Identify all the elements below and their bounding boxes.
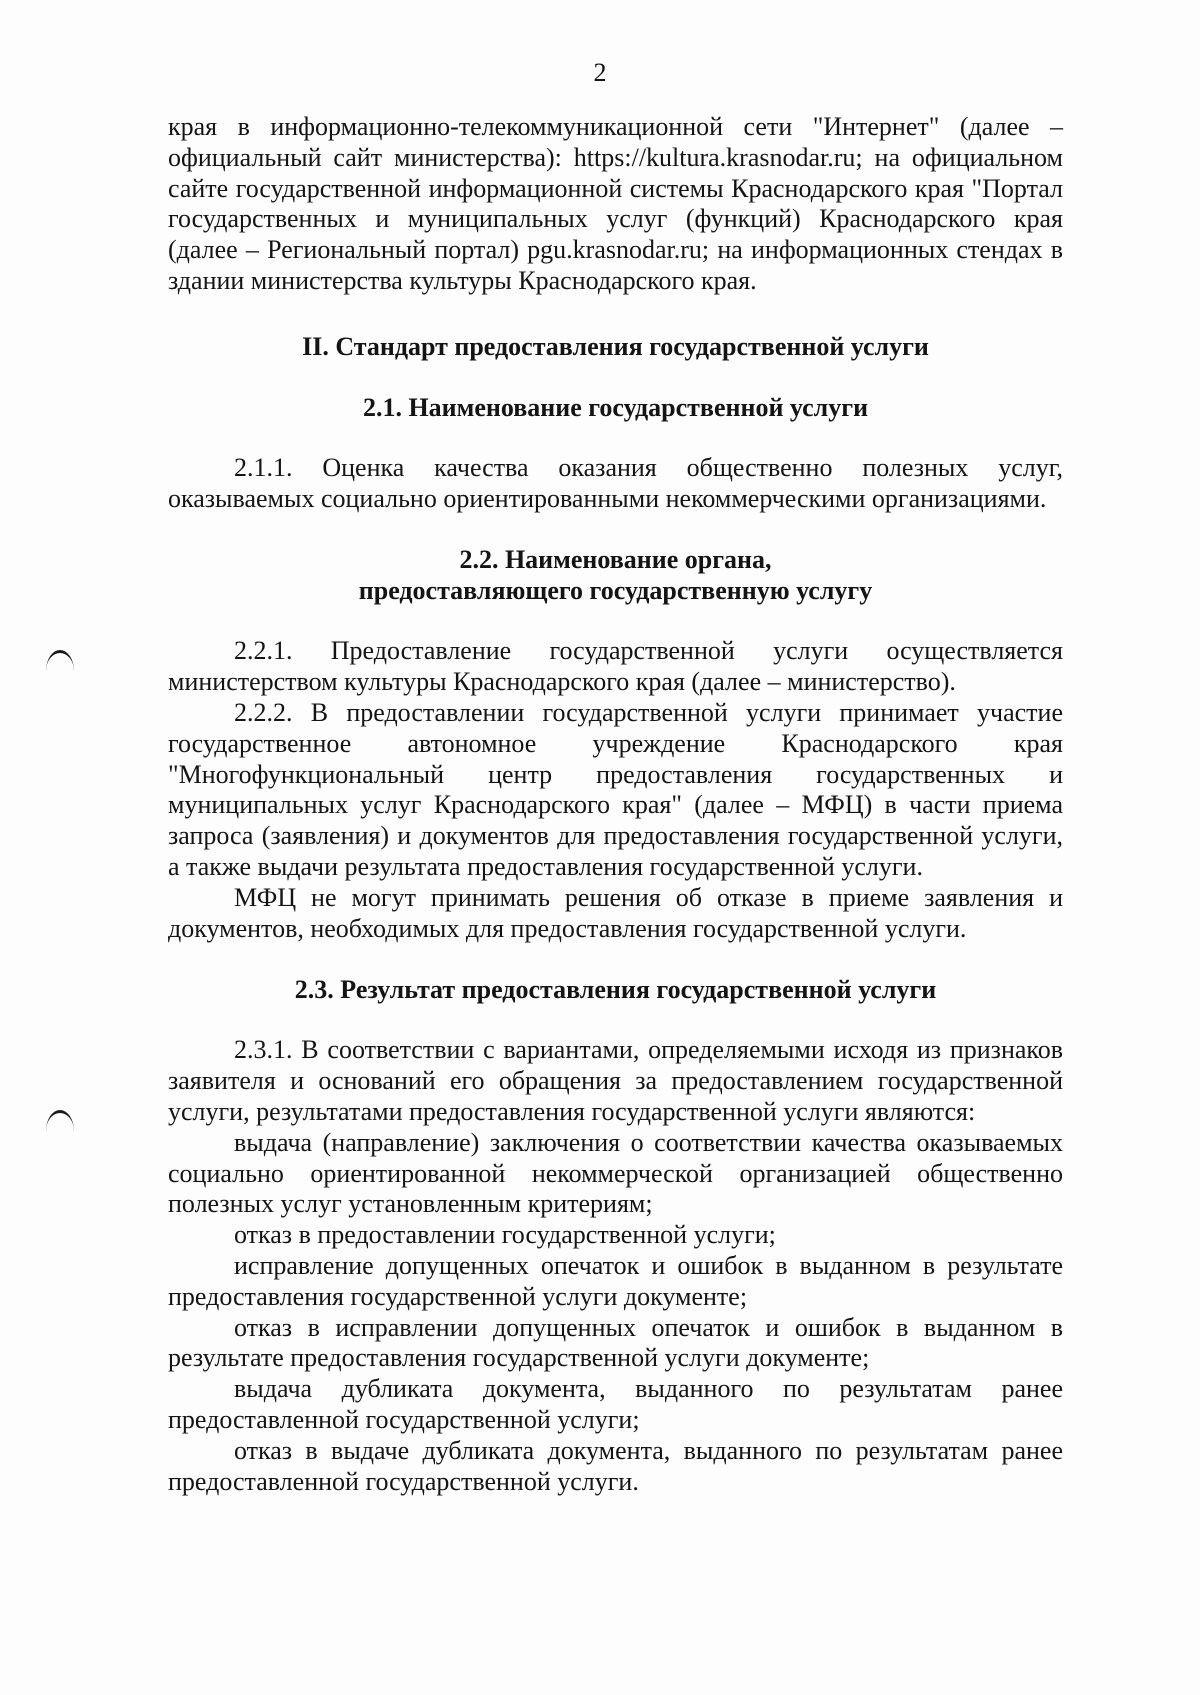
subsection-title-2-2: 2.2. Наименование органа, предоставляющего государственную услугу (358, 545, 873, 606)
binding-hole-mark (46, 650, 74, 671)
subsection-title-2-3: 2.3. Результат предоставления государственной услуги (294, 975, 937, 1005)
paragraph-mfc-note: МФЦ не могут принимать решения об отказе в приеме заявления и документов, необходимых для предоставления государственной услуги. (168, 882, 1063, 943)
result-item: отказ в предоставлении государственной услуги; (234, 1220, 776, 1250)
intro-paragraph: края в информационно-телекоммуникационной сети "Интернет" (далее – официальный сайт министерства): https://kultura.krasnodar.ru; на официальном сайте государственной информационной системы Краснодарского края "Портал государственных и муниципальных услуг (функций) Краснодарского края (далее – Региональный портал) pgu.krasnodar.ru; на информационных стендах в здании министерства культуры Краснодарского края. (168, 112, 1063, 295)
document-body (168, 112, 1063, 1497)
page-number: 2 (593, 58, 607, 87)
result-item: выдача дубликата документа, выданного по результатам ранее предоставленной государственной услуги; (168, 1374, 1063, 1434)
section-title: II. Стандарт предоставления государственной услуги (302, 331, 929, 361)
result-item: выдача (направление) заключения о соответствии качества оказываемых социально ориентированной некоммерческой организацией общественно полезных услуг установленным критериям; (168, 1127, 1063, 1219)
result-item: исправление допущенных опечаток и ошибок в выданном в результате предоставления государственной услуги документе; (168, 1250, 1063, 1311)
result-item: отказ в исправлении допущенных опечаток и ошибок в выданном в результате предоставления государственной услуги документе; (168, 1312, 1063, 1373)
paragraph-2-1-1: 2.1.1. Оценка качества оказания общественно полезных услуг, оказываемых социально ориентированными некоммерческими организациями. (168, 452, 1063, 513)
binding-hole-mark (46, 1110, 74, 1131)
paragraph-2-2-2: 2.2.2. В предоставлении государственной услуги принимает участие государственное автономное учреждение Краснодарского края "Многофункциональный центр предоставления государственных и муниципальных услуг Краснодарского края" (далее – МФЦ) в части приема запроса (заявления) и документов для предоставления государственной услуги, а также выдачи результата предоставления государственной услуги. (168, 697, 1063, 881)
result-item: отказ в выдаче дубликата документа, выданного по результатам ранее предоставленной государственной услуги. (168, 1435, 1063, 1496)
paragraph-2-2-1: 2.2.1. Предоставление государственной услуги осуществляется министерством культуры Краснодарского края (далее – министерство). (168, 636, 1063, 697)
paragraph-2-3-1: 2.3.1. В соответствии с вариантами, определяемыми исходя из признаков заявителя и оснований его обращения за предоставлением государственной услуги, результатами предоставления государственной услуги являются: (168, 1035, 1063, 1126)
subsection-title-2-1: 2.1. Наименование государственной услуги (362, 392, 869, 422)
